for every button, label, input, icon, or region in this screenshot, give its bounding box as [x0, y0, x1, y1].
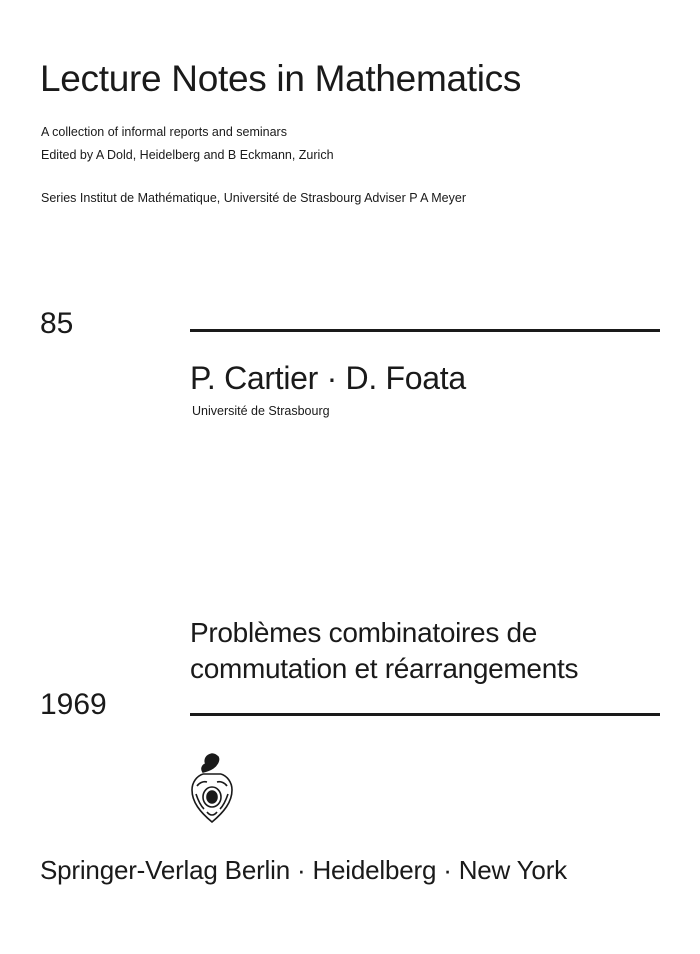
publication-year: 1969: [40, 688, 107, 721]
bottom-rule: [190, 713, 660, 716]
authors: P. Cartier · D. Foata: [190, 360, 466, 396]
book-title-line-2: commutation et réarrangements: [190, 653, 579, 684]
series-subtitle: A collection of informal reports and seminars: [41, 125, 287, 139]
book-title-line-1: Problèmes combinatoires de: [190, 617, 538, 648]
springer-knight-logo-icon: [183, 750, 241, 828]
volume-number: 85: [40, 307, 74, 340]
top-rule: [190, 329, 660, 332]
series-editors: Edited by A Dold, Heidelberg and B Eckmann, Zurich: [41, 148, 334, 162]
series-line: Series Institut de Mathématique, Université de Strasbourg Adviser P A Meyer: [41, 191, 466, 205]
book-title: [190, 615, 578, 687]
affiliation: Université de Strasbourg: [192, 404, 330, 418]
publisher-imprint: Springer-Verlag Berlin · Heidelberg · New York: [40, 855, 567, 885]
series-title: Lecture Notes in Mathematics: [40, 58, 522, 99]
